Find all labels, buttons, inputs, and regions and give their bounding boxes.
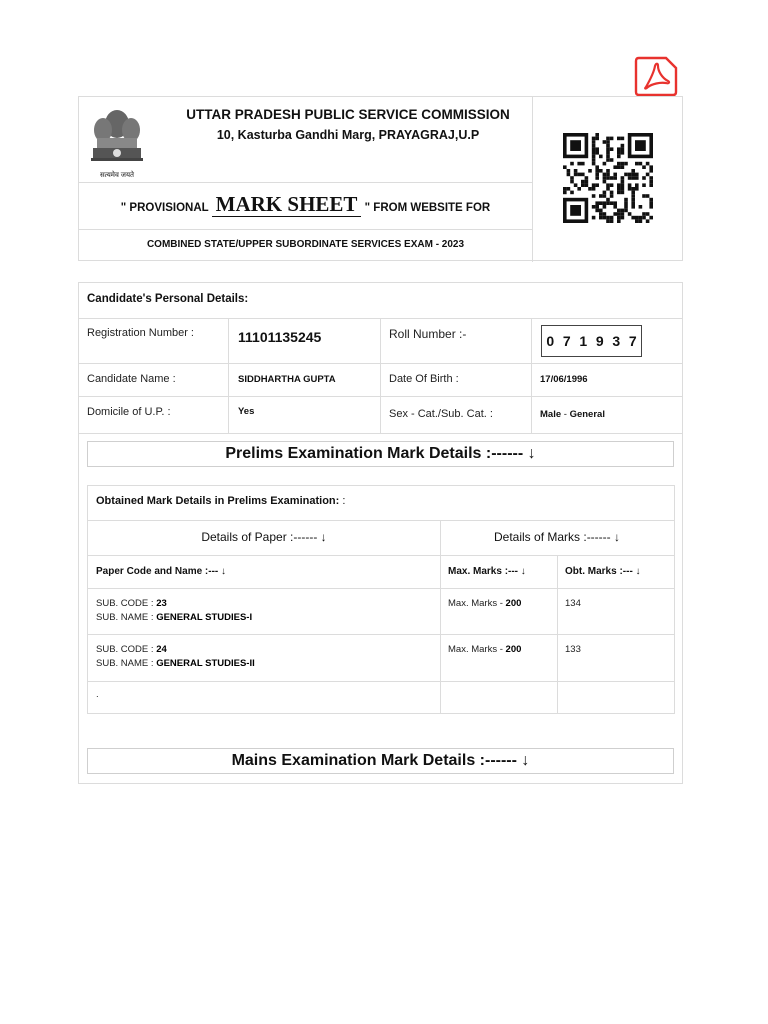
max-marks-2: Max. Marks - 200 [448,644,522,655]
marks-details-heading: Details of Marks :------ ↓ [494,530,620,544]
paper-details-heading: Details of Paper :------ ↓ [201,530,327,544]
dob-value: 17/06/1996 [540,374,588,385]
org-row [79,97,532,183]
roll-digit: 3 [612,333,621,349]
col-max-marks: Max. Marks :--- ↓ [448,566,526,577]
row-divider [88,634,674,635]
personal-details-heading: Candidate's Personal Details: [87,293,249,305]
org-name: UTTAR PRADESH PUBLIC SERVICE COMMISSION [186,107,510,122]
registration-label: Registration Number : [87,327,194,339]
header-left [79,97,533,262]
exam-name: COMBINED STATE/UPPER SUBORDINATE SERVICES EXAM - 2023 [146,239,465,250]
prelims-section-title: Prelims Examination Mark Details :------ ↓ [87,441,674,467]
paper-code-1: SUB. CODE : 23 [96,598,167,609]
sex-category-value [540,409,605,420]
prelims-marks-box [87,485,675,714]
registration-value: 11101135245 [238,329,322,345]
row-divider [88,555,674,556]
dob-label: Date Of Birth : [389,373,459,385]
col-divider [228,319,229,434]
roll-digit: 0 [546,333,555,349]
exam-row [79,229,532,262]
col-obt-marks: Obt. Marks :--- ↓ [565,566,641,577]
candidate-details-box [78,282,683,784]
provisional-suffix: " FROM WEBSITE FOR [364,202,491,214]
header-box [78,96,683,261]
row-divider [88,520,674,521]
provisional-prefix: " PROVISIONAL [120,202,209,214]
obtained-heading [96,495,345,507]
obt-marks-1: 134 [565,598,581,609]
roll-digit: 1 [579,333,588,349]
sex-category-label: Sex - Cat./Sub. Cat. : [389,408,493,420]
pdf-icon[interactable] [634,56,678,96]
provisional-line [79,192,532,217]
roll-digit: 7 [562,333,571,349]
qr-code [563,133,653,225]
obtained-heading-text: Obtained Mark Details in Prelims Examination: [96,495,340,507]
emblem-motto: सत्यमेव जयते [99,172,135,179]
candidate-name-value: SIDDHARTHA GUPTA [238,374,336,385]
col-divider [531,319,532,434]
max-marks-1: Max. Marks - 200 [448,598,522,609]
candidate-name-label: Candidate Name : [87,373,176,385]
national-emblem-icon [87,104,147,179]
paper-code-2: SUB. CODE : 24 [96,644,167,655]
col-paper-code: Paper Code and Name :--- ↓ [96,566,227,577]
separator: - [563,409,567,420]
obt-marks-2: 133 [565,644,581,655]
sex-value: Male [540,409,562,420]
roll-digit: 7 [628,333,637,349]
row-divider [88,681,674,682]
provisional-row [79,182,532,230]
paper-name-2: SUB. NAME : GENERAL STUDIES-II [96,658,255,669]
roll-number-value [541,325,642,357]
domicile-value: Yes [238,406,255,417]
mains-section-title: Mains Examination Mark Details :------ ↓ [87,748,674,774]
roll-number-label: Roll Number :- [389,327,467,341]
mark-sheet-title: MARK SHEET [212,192,362,217]
obtained-heading-suffix: : [342,495,346,507]
domicile-label: Domicile of U.P. : [87,406,171,418]
row-divider [88,588,674,589]
empty-row-dot: . [96,689,99,700]
col-divider [440,521,441,713]
category-value: General [569,409,605,420]
col-divider [557,556,558,713]
roll-digit: 9 [595,333,604,349]
paper-name-1: SUB. NAME : GENERAL STUDIES-I [96,612,253,623]
personal-details-heading-row [79,283,682,319]
org-address: 10, Kasturba Gandhi Marg, PRAYAGRAJ,U.P [216,128,480,142]
col-divider [380,319,381,434]
